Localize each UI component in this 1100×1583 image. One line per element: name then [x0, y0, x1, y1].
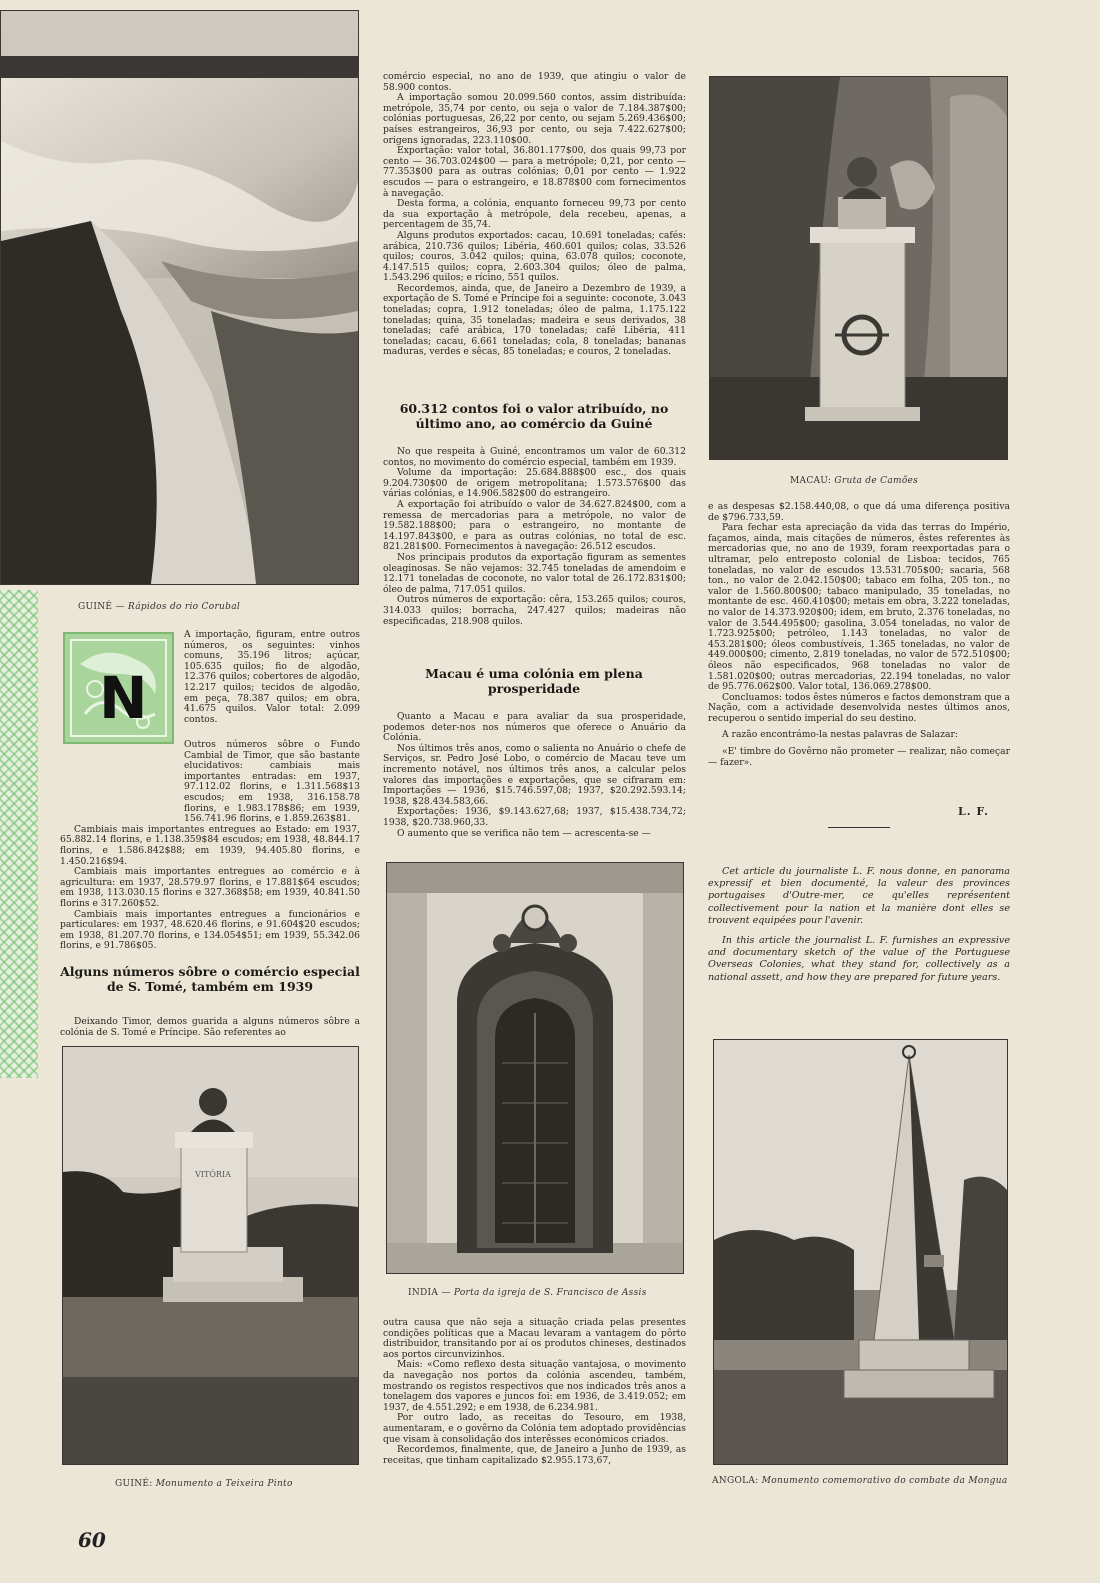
caption-desc: Rápidos do rio Corubal — [127, 602, 241, 612]
paragraph: e as despesas $2.158.440,08, o que dá uma diferença positiva de $796.733,59. — [708, 501, 1010, 523]
paragraph: A importação, figuram, entre outros números, os seguintes: vinhos comuns, 35.196 litros; açúcar, 105.635 quilos; fio de algodão, 12.376 quilos; cobertores de algodão, 12.217 quilos; tecidos de algodão, em peça, 78.387 quilos; em obra, 41.675 quilos. Valor total: 2.099 contos. — [184, 629, 360, 725]
paragraph: Volume da importação: 25.684.888$00 esc., dos quais 9.204.730$00 de origem metropolitana; 1.573.576$00 das várias colónias, e 14.906.582$00 do estrangeiro. — [383, 467, 686, 500]
paragraph: comércio especial, no ano de 1939, que atingiu o valor de 58.900 contos. — [383, 71, 686, 93]
paragraph: Concluamos: todos êstes números e factos demonstram que a Nação, com a actividade desenvolvida nestes últimos anos, recuperou o sentido imperial do seu destino. — [708, 691, 1010, 724]
signature: L. F. — [958, 805, 989, 818]
col2-macau — [383, 712, 686, 839]
divider — [828, 827, 890, 828]
paragraph: Recordemos, finalmente, que, de Janeiro a Junho de 1939, as receitas, que tinham capitalizado $2.955.173,67, — [383, 1444, 686, 1466]
caption-angola — [712, 1476, 1008, 1486]
paragraph: Desta forma, a colónia, enquanto forneceu 99,73 por cento da sua exportação à metrópole, dela recebeu, apenas, a percentagem de 35,74. — [383, 198, 686, 231]
summary-block — [708, 866, 1010, 992]
caption-sep: : — [827, 476, 835, 486]
col2-guine — [383, 447, 686, 627]
col1-body — [60, 740, 360, 952]
col2-top — [383, 72, 686, 358]
paragraph: No que respeita à Guiné, encontramos um valor de 60.312 contos, no movimento do comércio especial, também em 1939. — [383, 446, 686, 468]
paragraph: Para fechar esta apreciação da vida das terras do Império, façamos, ainda, mais citações de números, êstes referentes às mercadorias que, no ano de 1939, foram reexportadas para o ultramar, pelo entreposto colonial de Lisboa: tecidos, 765 toneladas, no valor de escudos 13.531.705$00; sacaria, 568 ton., no valor de 2.042.150$00; tabaco em folha, 205 ton., no valor de 1.560.800$00; tabaco manipulado, 35 toneladas, no montante de esc. 460.410$00; metais em obra, 3.222 toneladas, no valor de 14.373.920$00; idem, em bruto, 2.376 toneladas, no valor de 3.544.495$00; gasolina, 3.054 toneladas, no valor de 1.723.925$00; petróleo, 1.143 toneladas, no valor de 453.281$00; óleos combustíveis, 1.365 toneladas, no valor de 449.000$00; cimento, 2.819 toneladas, no valor de 572.510$00; óleos não especificados, 968 toneladas no valor de 1.581.020$00; outras mercadorias, 22.194 toneladas, no valor de 95.776.062$00. Valor total, 136.069.278$00. — [708, 522, 1010, 693]
paragraph: Deixando Timor, demos guarida a alguns números sôbre a colónia de S. Tomé e Príncipe. São referentes ao — [60, 1016, 360, 1038]
paragraph: Alguns produtos exportados: cacau, 10.691 toneladas; cafés: arábica, 210.736 quilos; Libéria, 460.601 quilos; colas, 33.526 quilos; couros, 3.042 quilos; quina, 63.078 quilos; coconote, 4.147.515 quilos; copra, 2.603.304 quilos; óleo de palma, 1.543.296 quilos; e rícino, 551 quilos. — [383, 229, 686, 284]
caption-desc: Monumento a Teixeira Pinto — [155, 1479, 293, 1489]
paragraph: Outros números sôbre o Fundo Cambial de Timor, que são bastante elucidativos: cambiais mais importantes entradas: em 1937, 97.112.02 florins, e 1.311.568$13 escudos; em 1938, 316.158.78 florins, e 1.983.178$86; em 1939, 156.741.96 florins, e 1.859.263$81. — [184, 739, 360, 825]
col2-bottom — [383, 1318, 686, 1466]
paragraph: Nos últimos três anos, como o salienta no Anuário o chefe de Serviços, sr. Pedro José Lobo, o comércio de Macau teve um incremento notável, nos últimos três anos, a calcular pelos valores das importações e exportações, que se cifraram em: Importações — 1936, $15.746.597,08; 1937, $20.292.593.14; 1938, $28.434.583,66. — [383, 742, 686, 807]
caption-rapids — [78, 602, 240, 612]
caption-sep: — — [438, 1288, 454, 1298]
paragraph: Nos principais produtos da exportação figuram as sementes oleaginosas. Se não vejamos: 32.745 toneladas de amendoim e 12.171 toneladas de coconote, no valor total de 26.172.831$00; óleo de palma, 717.051 quilos. — [383, 551, 686, 595]
caption-place: GUINÉ — [78, 602, 113, 612]
paragraph: «E' timbre do Govêrno não prometer — realizar, não começar — fazer». — [708, 746, 1010, 768]
caption-teixeira — [115, 1479, 293, 1489]
paragraph: A razão encontrámo-la nestas palavras de Salazar: — [722, 729, 958, 741]
caption-desc: Monumento comemorativo do combate da Mongua — [761, 1476, 1008, 1486]
inscription: VITÓRIA — [195, 1170, 231, 1179]
paragraph: Cambiais mais importantes entregues a funcionários e particulares: em 1937, 48.620.46 florins, e 91.604$20 escudos; em 1938, 81.207.70 florins, e 134.054$51; em 1939, 55.342.06 florins, e 91.786$05. — [60, 908, 360, 952]
heading-s-tome: Alguns números sôbre o comércio especial de S. Tomé, também em 1939 — [60, 964, 360, 994]
caption-sep: : — [755, 1476, 762, 1486]
paragraph: outra causa que não seja a situação criada pelas presentes condições políticas que a Macau levaram a vantagem do pôrto distribuidor, transitando por aí os produtos chineses, destinados aos portos circunvizinhos. — [383, 1317, 686, 1360]
paragraph: Por outro lado, as receitas do Tesouro, em 1938, aumentaram, e o govêrno da Colónia tem adoptado providências que visam à consolidação dos interêsses económicos criados. — [383, 1412, 686, 1445]
photo-teixeira-pinto — [62, 1046, 359, 1465]
drop-cap — [63, 632, 174, 744]
summary-english: In this article the journalist L. F. furnishes an expressive and documentary sketch of the value of the Portuguese Overseas Colonies, what they stand for, collectively as a national assett, and how they are prepared for future years. — [708, 935, 1010, 983]
caption-sep: : — [149, 1479, 156, 1489]
paragraph: O aumento que se verifica não tem — acrescenta-se — — [397, 827, 651, 839]
col1-tail — [60, 1017, 360, 1038]
photo-church-door — [386, 862, 684, 1274]
heading-guine: 60.312 contos foi o valor atribuído, no último ano, ao comércio da Guiné — [399, 401, 669, 431]
paragraph: A exportação foi atribuído o valor de 34.627.824$00, com a remessa de mercadorias para a metrópole, no valor de 19.582.188$00; para o estrangeiro, no montante de 14.197.843$00, e para as outras colónias, no total de esc. 821.281$00. Fornecimentos à navegação: 26.512 escudos. — [383, 498, 686, 553]
paragraph: Cambiais mais importantes entregues ao comércio e à agricultura: em 1937, 28.579.97 florins, e 17.881$64 escudos; em 1938, 113.030.15 florins e 327.368$58; em 1939, 40.841.50 florins e 317.260$52. — [60, 866, 360, 909]
summary-french: Cet article du journaliste L. F. nous donne, en panorama expressif et bien documenté, la valeur des provinces portugaises d'Outre-mer, ce qu'elles représentent collectivement pour la nation et la manière dont elles se trouvent equipées pour l'avenir. — [708, 866, 1010, 926]
col3-body — [708, 502, 1010, 768]
decorative-stripe — [0, 590, 38, 1078]
caption-place: GUINÉ — [115, 1479, 150, 1489]
paragraph: Cambiais mais importantes entregues ao Estado: em 1937, 65.882.14 florins, e 1.138.359$84 escudos; em 1938, 48.844.17 florins, e 1.586.842$88; em 1939, 94.405.80 florins, e 1.450.216$94. — [60, 823, 360, 867]
photo-grotto — [709, 76, 1008, 460]
caption-desc: Porta da igreja de S. Francisco de Assis — [453, 1288, 647, 1298]
caption-grotto — [790, 476, 918, 486]
drop-cap-letter: N — [99, 664, 148, 732]
heading-macau: Macau é uma colónia em plena prosperidade — [425, 666, 643, 696]
page-number: 60 — [78, 1528, 106, 1552]
caption-sep: — — [112, 602, 128, 612]
paragraph: Mais: «Como reflexo desta situação vantajosa, o movimento da navegação nos portos da colónia ascendeu, também, mostrando os registos respectivos que nos indicados três anos a tonelagem dos vapores e juncos foi: em 1936, de 3.419.052; em 1937, de 4.551.292; e em 1938, de 6.234.981. — [383, 1359, 686, 1413]
caption-desc: Gruta de Camões — [834, 476, 919, 486]
paragraph: Recordemos, ainda, que, de Janeiro a Dezembro de 1939, a exportação de S. Tomé e Príncipe foi a seguinte: coconote, 3.043 toneladas; copra, 1.912 toneladas; óleo de palma, 1.175.122 toneladas; quina, 35 toneladas; madeira e seus derivados, 38 toneladas; café arábica, 170 toneladas; café Libéria, 411 toneladas; cacau, 6.661 toneladas; cola, 8 toneladas; bananas maduras, verdes e sêcas, 85 toneladas; e couros, 2 toneladas. — [383, 282, 686, 358]
caption-place: MACAU — [790, 476, 828, 486]
paragraph: Exportação: valor total, 36.801.177$00, dos quais 99,73 por cento — 36.703.024$00 — para a metrópole; 0,21, por cento — 77.353$00 para as outras colónias; 0,01 por cento — 1.922 escudos — para o estrangeiro, e 18.878$00 com fornecimentos à navegação. — [383, 145, 686, 199]
col1-intro — [184, 630, 360, 725]
paragraph: Quanto a Macau e para avaliar da sua prosperidade, podemos deter-nos nos números que oferece o Anuário da Colónia. — [383, 711, 686, 744]
paragraph: Exportações: 1936, $9.143.627,68; 1937, $15.438.734,72; 1938, $20.738.960,33. — [383, 806, 686, 828]
photo-rapids — [0, 10, 359, 585]
paragraph: Outros números de exportação: cêra, 153.265 quilos; couros, 314.033 quilos; borracha, 247.427 quilos; madeiras não especificadas, 218.908 quilos. — [383, 594, 686, 627]
caption-church — [408, 1288, 647, 1298]
photo-angola-monument — [713, 1039, 1008, 1465]
caption-place: INDIA — [408, 1288, 439, 1298]
caption-place: ANGOLA — [712, 1476, 756, 1486]
paragraph: A importação somou 20.099.560 contos, assim distribuída: metrópole, 35,74 por cento, ou seja o valor de 7.184.387$00; colónias portuguesas, 26,22 por cento, ou sejam 5.269.436$00; países estrangeiros, 36,93 por cento, ou seja 7.422.627$00; origens ignoradas, 223.110$00. — [383, 92, 686, 146]
